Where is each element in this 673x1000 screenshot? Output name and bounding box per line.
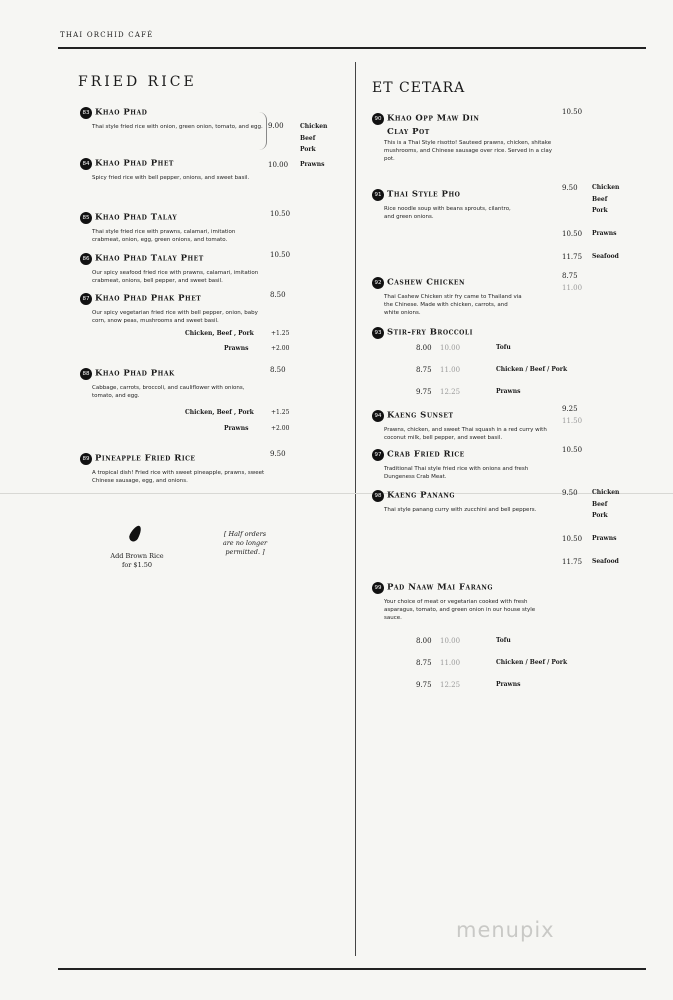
tier-label: Prawns	[496, 681, 521, 688]
item-description: Thai style fried rice with prawns, calamari, imitation crabmeat, onion, egg, green onions, and tomato.	[92, 229, 236, 243]
tier-price: 9.50	[562, 184, 578, 192]
item-name: Khao Phad Talay Phet	[95, 253, 204, 264]
tier-price: 8.00	[416, 637, 432, 645]
menu-item	[372, 184, 522, 221]
item-name: Stir-fry Broccoli	[387, 327, 473, 338]
item-name: Thai Style Pho	[387, 189, 461, 200]
item-price: 10.00	[268, 161, 289, 169]
item-description: Thai style fried rice with onion, green onion, tomato, and egg.	[92, 124, 263, 130]
menu-item	[372, 577, 552, 622]
menu-item	[80, 207, 265, 244]
old-price: 12.25	[440, 681, 461, 689]
item-number: 92	[372, 277, 384, 289]
tier-label: Prawns	[592, 535, 617, 542]
half-orders-note: [ Half orders are no longer permitted. ]	[222, 530, 268, 556]
addon-price: +1.25	[271, 330, 290, 337]
tier-label: Chicken / Beef / Pork	[496, 366, 568, 373]
tier-price: 10.50	[562, 230, 583, 238]
item-description: Spicy fried rice with bell pepper, onions, and sweet basil.	[92, 175, 250, 181]
top-rule	[58, 47, 646, 49]
item-price: 9.25	[562, 405, 578, 413]
item-number: 85	[80, 212, 92, 224]
menu-item	[80, 153, 265, 182]
leaf-icon	[128, 524, 144, 543]
item-description: Thai Cashew Chicken stir fry came to Thailand via the Chinese. Made with chicken, carrots, and white onions.	[384, 294, 522, 316]
item-name: Khao Phad Talay	[95, 212, 178, 223]
menu-item	[372, 444, 557, 481]
addon-price: +2.00	[271, 425, 290, 432]
tier-price: 9.50	[562, 489, 578, 497]
item-name: Cashew Chicken	[387, 277, 465, 288]
addon-label: Prawns	[224, 425, 249, 432]
bottom-rule	[58, 968, 646, 970]
old-price: 11.50	[562, 417, 583, 425]
option-label: Beef	[592, 500, 608, 508]
item-name: Khao Phad Phak Phet	[95, 293, 202, 304]
item-price: 10.50	[270, 210, 291, 218]
item-description: Cabbage, carrots, broccoli, and cauliflower with onions, tomato, and egg.	[92, 385, 245, 399]
option-list	[592, 487, 619, 522]
item-number: 99	[372, 582, 384, 594]
item-price: 8.50	[270, 366, 286, 374]
item-number: 90	[372, 113, 384, 125]
old-price: 11.00	[440, 366, 461, 374]
addon-price: +1.25	[271, 409, 290, 416]
tier-label: Prawns	[496, 388, 521, 395]
item-number: 84	[80, 158, 92, 170]
item-description: This is a Thai Style risotto! Sauteed prawns, chicken, shitake mushrooms, and Chinese sausage over rice. Served in a clay pot.	[384, 140, 552, 162]
item-name: Pineapple Fried Rice	[95, 453, 196, 464]
item-price: 8.75	[562, 272, 578, 280]
option-label: Pork	[300, 146, 316, 153]
tier-label: Prawns	[592, 230, 617, 237]
item-description: Thai style panang curry with zucchini and bell peppers.	[384, 507, 537, 513]
item-number: 88	[80, 368, 92, 380]
item-number: 94	[372, 410, 384, 422]
menu-item	[372, 485, 557, 514]
tier-label: Seafood	[592, 558, 619, 565]
addon-label: Prawns	[224, 345, 249, 352]
restaurant-name: THAI ORCHID CAFÉ	[60, 31, 154, 39]
item-number: 91	[372, 189, 384, 201]
option-label: Pork	[592, 512, 608, 519]
item-name-line2: Clay Pot	[387, 127, 430, 137]
tier-price: 11.75	[562, 558, 583, 566]
tier-price: 8.75	[416, 659, 432, 667]
item-price: 10.50	[270, 251, 291, 259]
section-title-fried-rice: FRIED RICE	[78, 74, 197, 90]
watermark: menupix	[456, 918, 555, 942]
item-description: Your choice of meat or vegetarian cooked with fresh asparagus, tomato, and green onion in our house style sauce.	[384, 599, 536, 621]
option-label: Beef	[300, 134, 316, 142]
item-name: Khao Phad Phet	[95, 158, 174, 169]
menu-item	[80, 448, 265, 485]
addon-price: +2.00	[271, 345, 290, 352]
item-number: 89	[80, 453, 92, 465]
option-list	[592, 182, 619, 217]
menu-item	[372, 272, 522, 317]
item-name: Khao Phad Phak	[95, 368, 175, 379]
item-number: 93	[372, 327, 384, 339]
old-price: 12.25	[440, 388, 461, 396]
option-list	[300, 121, 327, 156]
item-number: 98	[372, 490, 384, 502]
item-name: Pad Naaw Mai Farang	[387, 582, 493, 593]
price-bracket	[258, 112, 267, 150]
old-price: 10.00	[440, 344, 461, 352]
menu-item	[372, 405, 547, 442]
option-label: Beef	[592, 195, 608, 203]
menu-item	[80, 248, 265, 285]
item-description: Rice noodle soup with beans sprouts, cilantro, and green onions.	[384, 206, 511, 220]
menu-item	[80, 363, 265, 400]
menu-item	[80, 288, 265, 325]
tier-price: 11.75	[562, 253, 583, 261]
tier-price: 8.75	[416, 366, 432, 374]
option-label: Chicken	[300, 123, 328, 130]
item-description: A tropical dish! Fried rice with sweet pineapple, prawns, sweet Chinese sausage, egg, and onions.	[92, 470, 265, 484]
item-description: Traditional Thai style fried rice with onions and fresh Dungeness Crab Meat.	[384, 466, 529, 480]
option-label: Chicken	[592, 489, 620, 496]
item-name: Crab Fried Rice	[387, 449, 465, 460]
item-price: 8.50	[270, 291, 286, 299]
tier-label: Chicken / Beef / Pork	[496, 659, 568, 666]
old-price: 11.00	[562, 284, 583, 292]
menu-item	[372, 322, 532, 341]
item-number: 87	[80, 293, 92, 305]
item-number: 83	[80, 107, 92, 119]
tier-price: 8.00	[416, 344, 432, 352]
tier-price: 10.50	[562, 535, 583, 543]
tier-label: Tofu	[496, 344, 511, 351]
item-name: Khao Opp Maw Din	[387, 113, 480, 124]
menu-item	[372, 108, 552, 163]
tier-price: 9.75	[416, 388, 432, 396]
tier-label: Seafood	[592, 253, 619, 260]
item-description: Our spicy vegetarian fried rice with bell pepper, onion, baby corn, snow peas, mushrooms and sweet basil.	[92, 310, 258, 324]
section-title-et-cetara: ET CETARA	[372, 80, 466, 96]
option-label: Chicken	[592, 184, 620, 191]
menu-item	[80, 102, 265, 131]
old-price: 10.00	[440, 637, 461, 645]
tier-price: 9.75	[416, 681, 432, 689]
column-divider	[355, 62, 356, 956]
old-price: 11.00	[440, 659, 461, 667]
addon-label: Chicken, Beef , Pork	[185, 330, 254, 337]
item-price: 10.50	[562, 446, 583, 454]
item-description: Prawns, chicken, and sweet Thai squash in a red curry with coconut milk, bell pepper, and sweet basil.	[384, 427, 547, 441]
item-name: Kaeng Panang	[387, 490, 455, 501]
brown-rice-note: Add Brown Rice for $1.50	[110, 552, 164, 569]
item-price: 10.50	[562, 108, 583, 116]
tier-label: Tofu	[496, 637, 511, 644]
item-name: Khao Phad	[95, 107, 148, 118]
option-label: Pork	[592, 207, 608, 214]
item-price: 9.00	[268, 122, 284, 130]
item-number: 97	[372, 449, 384, 461]
item-number: 86	[80, 253, 92, 265]
item-description: Our spicy seafood fried rice with prawns, calamari, imitation crabmeat, onions, bell pepper, and sweet basil.	[92, 270, 259, 284]
addon-label: Chicken, Beef , Pork	[185, 409, 254, 416]
item-name: Kaeng Sunset	[387, 410, 454, 421]
item-price: 9.50	[270, 450, 286, 458]
option-label: Prawns	[300, 161, 325, 168]
